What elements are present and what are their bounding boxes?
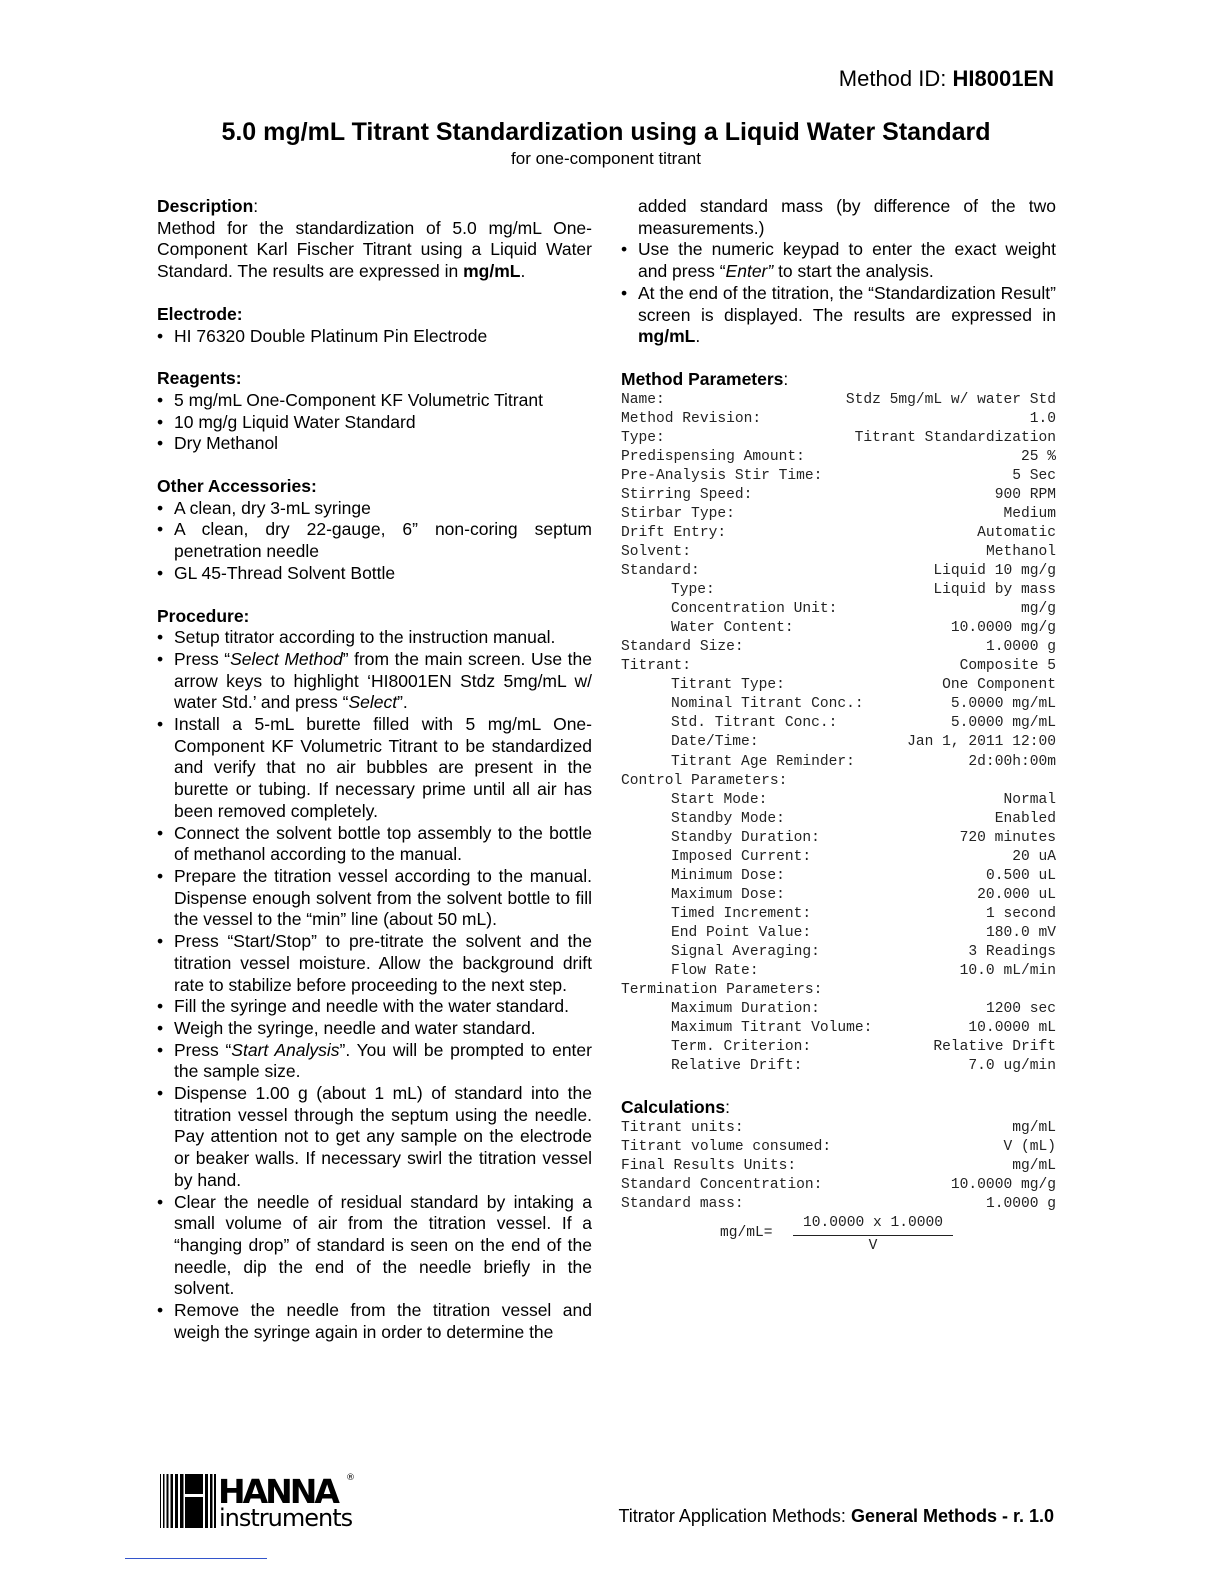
parameter-row <box>621 905 1056 924</box>
parameter-label: Solvent: <box>621 544 692 560</box>
accessory-item: • GL 45-Thread Solvent Bottle <box>157 563 592 585</box>
parameter-label: Signal Averaging: <box>671 943 820 960</box>
parameter-label: Standby Duration: <box>671 829 820 846</box>
parameter-row <box>621 1157 1056 1176</box>
parameter-label: Titrant Age Reminder: <box>671 753 855 770</box>
parameter-value: 1.0000 g <box>985 639 1056 656</box>
parameter-row <box>621 829 1056 848</box>
page-footer <box>618 1506 1054 1527</box>
parameter-row <box>621 391 1056 410</box>
formula-fraction-bar <box>793 1235 953 1236</box>
parameter-label: Standard Concentration: <box>621 1177 823 1194</box>
parameter-value: 1.0 <box>1029 410 1056 427</box>
parameter-value: Medium <box>1003 505 1056 522</box>
logo-sub: instruments <box>219 1504 353 1530</box>
parameter-row <box>621 1138 1056 1157</box>
parameter-row <box>621 943 1056 962</box>
reagents-heading: Reagents: <box>157 368 242 389</box>
parameter-value: Titrant Standardization <box>854 429 1056 446</box>
parameter-label: Stirring Speed: <box>621 486 753 503</box>
page-title: 5.0 mg/mL Titrant Standardization using a Liquid Water Standard <box>221 118 991 146</box>
parameter-row <box>621 638 1056 657</box>
parameter-value: 2d:00h:00m <box>968 753 1056 770</box>
description-section <box>157 196 592 283</box>
parameter-label: Titrant: <box>621 658 692 675</box>
parameter-row <box>621 448 1056 467</box>
parameter-row <box>621 581 1056 600</box>
procedure-step: • Prepare the titration vessel according to the manual. Dispense enough solvent from the solvent bottle to fill the vessel to the “min” line (about 50 mL). <box>157 866 592 931</box>
footer-rule <box>125 1558 267 1559</box>
parameter-value: 10.0 mL/min <box>959 963 1056 980</box>
parameter-value: Automatic <box>977 524 1056 541</box>
parameter-row <box>621 714 1056 733</box>
parameter-row <box>621 410 1056 429</box>
parameter-label: Final Results Units: <box>621 1158 797 1175</box>
description-text: Method for the standardization of 5.0 mg/mL One-Component Karl Fischer Titrant using a Liquid Water Standard. The results are expressed in mg/mL. <box>157 217 592 282</box>
procedure-step: • Setup titrator according to the instruction manual. <box>157 627 592 649</box>
procedure-step: • Fill the syringe and needle with the water standard. <box>157 996 592 1018</box>
parameter-row <box>621 924 1056 943</box>
parameter-value: 720 minutes <box>959 829 1056 846</box>
parameter-label: Titrant Type: <box>671 677 785 694</box>
parameter-row <box>621 486 1056 505</box>
parameter-row <box>621 1176 1056 1195</box>
parameter-row <box>621 1038 1056 1057</box>
procedure-section <box>157 606 592 1344</box>
parameter-value: 20.000 uL <box>977 886 1056 903</box>
parameter-value: V (mL) <box>1003 1139 1056 1156</box>
parameter-row <box>621 524 1056 543</box>
electrode-heading: Electrode: <box>157 303 243 324</box>
parameter-row <box>621 772 1056 791</box>
parameter-label: Minimum Dose: <box>671 867 785 884</box>
procedure-step: • Install a 5-mL burette filled with 5 mg/mL One-Component KF Volumetric Titrant to be standardized and verify that no air bubbles are present in the burette or tubing. If necessary prime until all air has been removed completely. <box>157 714 592 823</box>
parameter-label: Start Mode: <box>671 791 768 808</box>
parameter-value: 1.0000 g <box>985 1196 1056 1213</box>
parameter-value: 1 second <box>985 905 1056 922</box>
parameter-value: Methanol <box>985 544 1056 560</box>
procedure-step-continued: added standard mass (by difference of the two measurements.) <box>638 196 1056 238</box>
parameter-row <box>621 676 1056 695</box>
parameter-value: Liquid by mass <box>933 582 1056 599</box>
procedure-step: • At the end of the titration, the “Standardization Result” screen is displayed. The results are expressed in mg/mL. <box>621 283 1056 348</box>
parameter-value: 900 RPM <box>994 486 1056 503</box>
parameter-label: Standard: <box>621 563 700 580</box>
method-id-value: HI8001EN <box>952 66 1054 91</box>
parameter-row <box>621 505 1056 524</box>
parameter-value: 1200 sec <box>985 1001 1056 1018</box>
procedure-heading: Procedure: <box>157 605 250 626</box>
parameter-label: Std. Titrant Conc.: <box>671 715 838 732</box>
description-unit: mg/mL <box>463 261 521 282</box>
accessories-section <box>157 476 592 585</box>
parameter-value: 7.0 ug/min <box>968 1058 1056 1075</box>
parameter-row <box>621 810 1056 829</box>
hanna-logo-graphic <box>160 1470 360 1530</box>
parameter-value: Normal <box>1003 791 1056 808</box>
reagent-item: • Dry Methanol <box>157 433 592 455</box>
footer-prefix: Titrator Application Methods: <box>618 1506 851 1526</box>
logo-brand: HANNA <box>218 1472 337 1511</box>
parameter-row <box>621 753 1056 772</box>
parameter-label: Date/Time: <box>671 734 759 751</box>
parameter-value: 20 uA <box>1012 848 1056 865</box>
parameter-label: Type: <box>671 582 715 599</box>
parameter-row <box>621 733 1056 752</box>
calculations-table <box>621 1119 1056 1214</box>
parameter-label: Maximum Titrant Volume: <box>671 1020 873 1037</box>
parameter-label: Pre-Analysis Stir Time: <box>621 467 823 484</box>
parameter-value: 0.500 uL <box>985 867 1056 884</box>
parameter-value: 3 Readings <box>968 943 1056 960</box>
method-id <box>839 66 1054 92</box>
parameter-value: 5.0000 mg/mL <box>950 715 1056 732</box>
parameter-row <box>621 429 1056 448</box>
parameter-value: Stdz 5mg/mL w/ water Std <box>845 391 1056 408</box>
parameter-label: Relative Drift: <box>671 1058 803 1075</box>
parameter-label: Flow Rate: <box>671 963 759 980</box>
parameter-row <box>621 791 1056 810</box>
parameter-label: Termination Parameters: <box>621 982 823 999</box>
parameter-value: 10.0000 mg/g <box>950 620 1056 637</box>
parameter-value: 5 Sec <box>1012 467 1056 484</box>
parameter-row <box>621 695 1056 714</box>
parameter-row <box>621 543 1056 562</box>
procedure-step: • Use the numeric keypad to enter the exact weight and press “Enter” to start the analysis. <box>621 239 1056 282</box>
parameter-row <box>621 848 1056 867</box>
formula-numerator: 10.0000 x 1.0000 <box>802 1215 944 1232</box>
procedure-step: • Connect the solvent bottle top assembly to the bottle of methanol according to the manual. <box>157 823 592 866</box>
reagent-item: • 10 mg/g Liquid Water Standard <box>157 412 592 434</box>
parameter-value: 10.0000 mg/g <box>950 1177 1056 1194</box>
method-id-label: Method ID: <box>838 66 953 91</box>
parameter-label: Method Revision: <box>621 410 762 427</box>
parameter-value: mg/mL <box>1012 1120 1056 1137</box>
parameter-row <box>621 1019 1056 1038</box>
parameter-row <box>621 1057 1056 1076</box>
parameter-value: Liquid 10 mg/g <box>933 563 1056 580</box>
parameter-value: mg/g <box>1020 601 1056 618</box>
parameter-value: Jan 1, 2011 12:00 <box>907 734 1056 751</box>
parameter-label: End Point Value: <box>671 924 812 941</box>
procedure-step: • Remove the needle from the titration vessel and weigh the syringe again in order to determine the <box>157 1300 592 1343</box>
formula-label: mg/mL= <box>720 1225 773 1242</box>
parameter-label: Timed Increment: <box>671 905 812 922</box>
parameter-label: Titrant volume consumed: <box>621 1139 832 1156</box>
page-subtitle: for one-component titrant <box>511 149 701 168</box>
parameter-value: Relative Drift <box>933 1039 1056 1056</box>
parameter-row <box>621 619 1056 638</box>
accessory-item: • A clean, dry 22-gauge, 6” non-coring septum penetration needle <box>157 519 592 562</box>
left-column <box>157 196 592 1343</box>
parameter-label: Predispensing Amount: <box>621 448 805 465</box>
parameter-label: Name: <box>621 391 665 408</box>
parameter-label: Nominal Titrant Conc.: <box>671 696 864 713</box>
parameter-label: Maximum Duration: <box>671 1001 820 1018</box>
parameter-row <box>621 657 1056 676</box>
parameter-label: Concentration Unit: <box>671 601 838 618</box>
accessories-heading: Other Accessories: <box>157 476 317 497</box>
parameter-label: Stirbar Type: <box>621 505 735 522</box>
logo-registered: ® <box>346 1473 355 1483</box>
hanna-logo <box>160 1470 360 1530</box>
procedure-step: • Press “Start/Stop” to pre-titrate the solvent and the titration vessel moisture. Allow the background drift rate to stabilize before proceeding to the next step. <box>157 931 592 996</box>
parameter-row <box>621 562 1056 581</box>
procedure-step: • Weigh the syringe, needle and water standard. <box>157 1018 592 1040</box>
parameter-row <box>621 867 1056 886</box>
parameter-label: Titrant units: <box>621 1120 744 1137</box>
parameter-row <box>621 1000 1056 1019</box>
parameter-row <box>621 467 1056 486</box>
parameter-label: Drift Entry: <box>621 524 727 541</box>
parameter-label: Imposed Current: <box>671 848 812 865</box>
parameter-value: Enabled <box>994 810 1056 827</box>
parameter-value: One Component <box>942 677 1056 694</box>
parameter-row <box>621 981 1056 1000</box>
parameter-label: Standby Mode: <box>671 810 785 827</box>
parameter-label: Standard mass: <box>621 1196 744 1213</box>
parameter-row <box>621 1195 1056 1214</box>
method-parameters-table <box>621 391 1056 1077</box>
formula <box>621 1214 1056 1254</box>
method-parameters-heading: Method Parameters: <box>621 368 789 389</box>
parameter-value: Composite 5 <box>959 658 1056 675</box>
calculations-heading: Calculations: <box>621 1097 730 1118</box>
procedure-step: • Clear the needle of residual standard by intaking a small volume of air from the titration vessel. If a “hanging drop” of standard is seen on the end of the needle, dip the end of the needle briefly in the solvent. <box>157 1192 592 1301</box>
parameter-value: 10.0000 mL <box>968 1020 1056 1037</box>
formula-denominator: V <box>868 1238 878 1255</box>
parameter-value: mg/mL <box>1012 1158 1056 1175</box>
electrode-item: • HI 76320 Double Platinum Pin Electrode <box>157 326 592 348</box>
accessory-item: • A clean, dry 3-mL syringe <box>157 498 592 520</box>
parameter-row <box>621 1119 1056 1138</box>
parameter-label: Standard Size: <box>621 639 744 656</box>
parameter-value: 25 % <box>1020 448 1056 465</box>
procedure-step: • Press “Select Method” from the main screen. Use the arrow keys to highlight ‘HI8001EN Stdz 5mg/mL w/ water Std.’ and press “Select”. <box>157 649 592 714</box>
parameter-label: Water Content: <box>671 620 794 637</box>
electrode-section <box>157 304 592 347</box>
parameter-label: Control Parameters: <box>621 772 788 789</box>
parameter-value: 180.0 mV <box>985 924 1056 941</box>
procedure-step: • Press “Start Analysis”. You will be prompted to enter the sample size. <box>157 1040 592 1083</box>
parameter-value: 5.0000 mg/mL <box>950 696 1056 713</box>
parameter-row <box>621 886 1056 905</box>
parameter-label: Type: <box>621 429 665 446</box>
procedure-step: • Dispense 1.00 g (about 1 mL) of standard into the titration vessel through the septum using the needle. Pay attention not to get any sample on the electrode or beaker walls. If necessary swirl the titration vessel by hand. <box>157 1083 592 1192</box>
parameter-label: Term. Criterion: <box>671 1039 812 1056</box>
parameter-row <box>621 600 1056 619</box>
footer-bold: General Methods - r. 1.0 <box>850 1506 1054 1526</box>
reagents-section <box>157 368 592 455</box>
description-heading: Description: <box>157 196 259 216</box>
reagent-item: • 5 mg/mL One-Component KF Volumetric Titrant <box>157 390 592 412</box>
right-column <box>621 196 1056 1254</box>
parameter-row <box>621 962 1056 981</box>
parameter-label: Maximum Dose: <box>671 886 785 903</box>
